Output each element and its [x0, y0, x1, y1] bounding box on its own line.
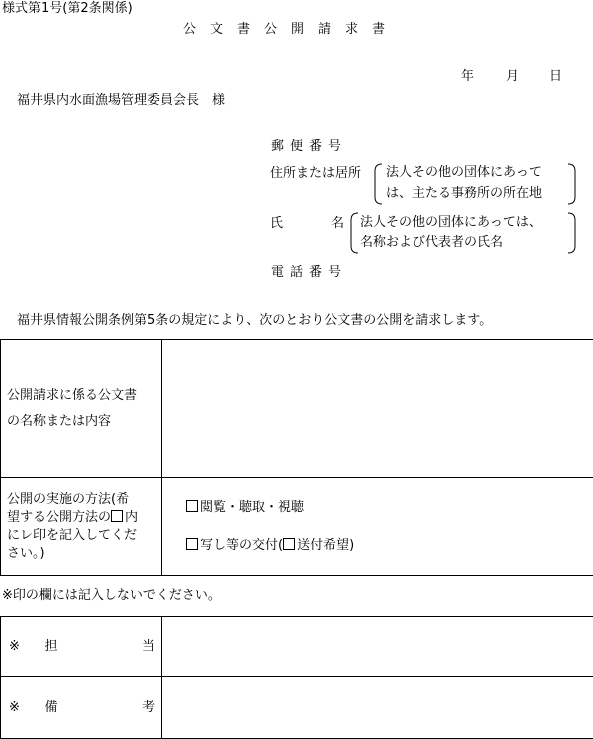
date-day-label: 日 — [549, 69, 563, 84]
staff-char-2: 当 — [141, 639, 155, 654]
document-name-label — [1, 340, 162, 478]
copy-checkbox[interactable] — [186, 538, 198, 550]
mail-checkbox[interactable] — [283, 538, 295, 550]
office-use-note: ※印の欄には記入しないでください。 — [2, 588, 221, 603]
option-view-label: 閲覧・聴取・視聴 — [200, 499, 305, 515]
view-checkbox[interactable] — [186, 500, 198, 512]
staff-label — [1, 617, 162, 677]
request-statement: 福井県情報公開条例第5条の規定により、次のとおり公文書の公開を請求します。 — [17, 313, 493, 328]
remarks-mark: ※ — [9, 700, 20, 715]
staff-char-1: 担 — [44, 639, 58, 654]
staff-field[interactable] — [162, 617, 593, 677]
address-label: 住所または居所 — [270, 166, 362, 181]
document-row — [1, 340, 593, 478]
method-row — [1, 478, 593, 576]
address-note-line2: は、主たる事務所の所在地 — [386, 186, 543, 201]
option-view-line[interactable] — [186, 499, 593, 517]
form-title: 公文書公開請求書 — [183, 22, 400, 37]
remarks-char-2: 考 — [141, 700, 155, 715]
name-note-line1: 法人その他の団体にあっては、 — [360, 215, 542, 230]
postal-code-label: 郵便番号 — [271, 139, 348, 154]
address-note-bracket — [374, 163, 576, 205]
option-copy-line[interactable] — [186, 537, 593, 555]
staff-mark: ※ — [9, 639, 20, 654]
remarks-row — [1, 677, 593, 739]
name-note-bracket — [350, 212, 576, 254]
remarks-char-1: 備 — [44, 700, 58, 715]
remarks-label — [1, 677, 162, 739]
document-name-field[interactable] — [162, 340, 593, 478]
office-table — [0, 616, 593, 739]
request-table — [0, 339, 593, 576]
staff-row — [1, 617, 593, 677]
name-label-2: 名 — [331, 216, 345, 231]
date-year-label: 年 — [461, 69, 475, 84]
method-label-line1: 公開の実施の方法(希 — [7, 491, 130, 507]
method-label-line2b: 内 — [125, 509, 139, 525]
form-number: 様式第1号(第2条関係) — [2, 1, 133, 16]
method-label-line2a: 望する公開方法の — [7, 509, 112, 525]
date-month-label: 月 — [506, 69, 520, 84]
address-note-line1: 法人その他の団体にあって — [386, 165, 542, 180]
option-copy-label-b: 送付希望) — [297, 537, 355, 553]
document-label-line1: 公開請求に係る公文書 — [7, 387, 138, 403]
document-label-line2: の名称または内容 — [7, 413, 112, 429]
phone-label: 電話番号 — [271, 265, 348, 280]
method-label-line2 — [7, 509, 161, 527]
method-label-line3: にレ印を記入してくだ — [7, 527, 138, 543]
option-copy-label-a: 写し等の交付( — [200, 537, 284, 553]
name-note-line2: 名称および代表者の氏名 — [360, 235, 504, 250]
remarks-field[interactable] — [162, 677, 593, 739]
method-label — [1, 478, 162, 576]
method-options — [162, 478, 593, 576]
name-label-1: 氏 — [270, 216, 284, 231]
checkbox-icon — [111, 510, 123, 522]
addressee: 福井県内水面漁場管理委員会長 様 — [17, 93, 226, 108]
method-label-line4: さい。) — [7, 545, 45, 561]
